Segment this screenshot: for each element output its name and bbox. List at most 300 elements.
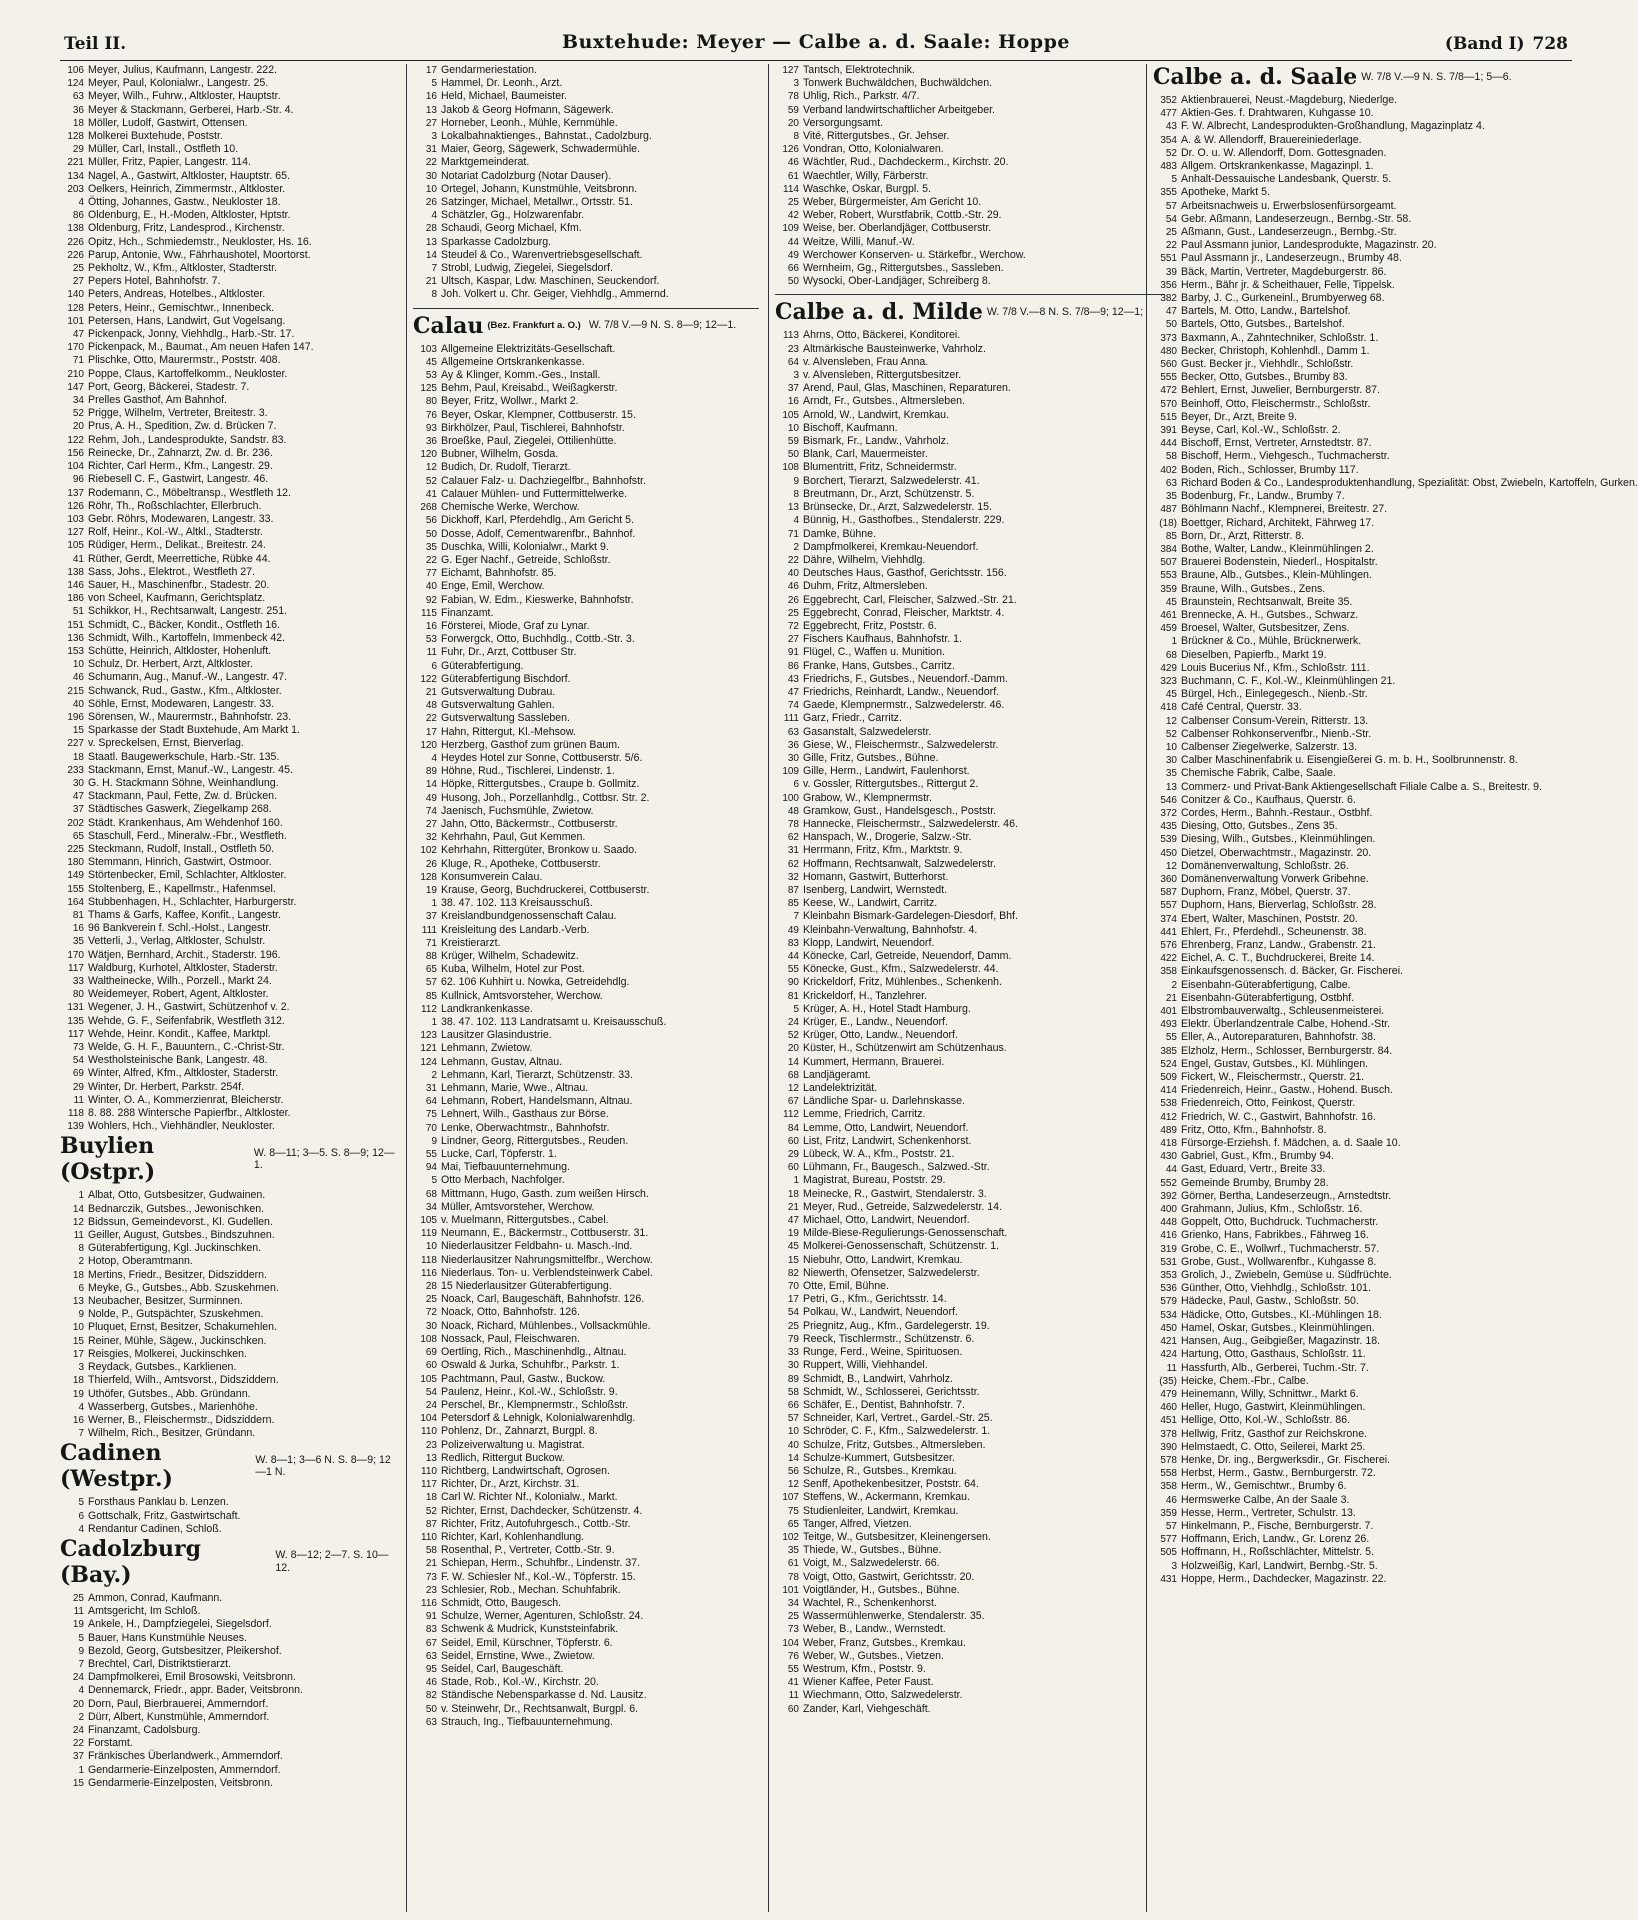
entry-phone-number: 104: [420, 1413, 437, 1425]
entry-phone-number: 18: [72, 117, 84, 129]
directory-entry: [775, 1584, 1165, 1597]
entry-phone-number: 41: [787, 1677, 799, 1689]
entry-phone-number: 95: [425, 1663, 437, 1675]
entry-text: Versorgungsamt.: [803, 116, 884, 129]
entry-phone-number: 416: [1160, 1230, 1177, 1242]
directory-entry: [775, 1267, 1165, 1280]
entry-phone-number: 111: [421, 924, 437, 936]
entry-text: Senff, Apothekenbesitzer, Poststr. 64.: [803, 1478, 979, 1491]
directory-entry: [775, 1280, 1165, 1293]
entry-phone-number: 44: [787, 951, 799, 962]
entry-text: Beyer, Oskar, Klempner, Cottbuserstr. 15.: [441, 408, 636, 421]
entry-text: Winter, O. A., Kommerzienrat, Bleicherstr.: [88, 1093, 284, 1106]
entry-text: Priegnitz, Aug., Kfm., Gardelegerstr. 19.: [803, 1319, 990, 1332]
entry-text: Lübeck, W. A., Kfm., Poststr. 21.: [803, 1148, 955, 1161]
entry-text: Schulze, Werner, Agenturen, Schloßstr. 24.: [441, 1610, 644, 1623]
entry-phone-number: 85: [1165, 530, 1177, 542]
entry-phone-number: 2: [78, 1256, 84, 1268]
entry-text: Lemme, Otto, Landwirt, Neuendorf.: [803, 1121, 969, 1134]
entry-text: Stade, Rob., Kol.-W., Kirchstr. 20.: [441, 1676, 599, 1689]
entry-text: Oldenburg, E., H.-Moden, Altkloster, Hptstr.: [88, 209, 291, 222]
entry-text: Landkrankenkasse.: [441, 1002, 533, 1015]
directory-entry: [413, 607, 759, 620]
entry-text: Kehrhahn, Paul, Gut Kemmen.: [441, 831, 586, 844]
entry-phone-number: 546: [1160, 794, 1177, 806]
directory-entry: [413, 1478, 759, 1491]
entries-calau-cont: [775, 64, 1165, 288]
entry-phone-number: 111: [783, 713, 799, 725]
entry-text: Teitge, W., Gutsbesitzer, Kleinengersen.: [803, 1530, 991, 1543]
entry-text: Lehmann, Robert, Handelsmann, Altnau.: [441, 1095, 633, 1108]
directory-entry: [775, 805, 1165, 818]
entry-phone-number: 551: [1160, 253, 1177, 265]
town-name: Calbe a. d. Saale: [1153, 64, 1358, 90]
entry-phone-number: 31: [425, 1083, 437, 1095]
entry-text: Grabow, W., Klempnermstr.: [803, 791, 932, 804]
entry-phone-number: 170: [67, 342, 84, 354]
directory-entry: [413, 528, 759, 541]
entry-text: Weitze, Willi, Manuf.-W.: [803, 235, 915, 248]
entry-text: Gebr. Röhrs, Modewaren, Langestr. 33.: [88, 512, 274, 525]
entry-phone-number: 24: [425, 1399, 437, 1411]
entry-phone-number: 14: [72, 1203, 84, 1215]
directory-entry: [1153, 1428, 1549, 1441]
entry-phone-number: 17: [425, 65, 437, 76]
entry-text: Nolde, P., Gutspächter, Szuskehmen.: [88, 1308, 264, 1321]
entry-phone-number: 424: [1160, 1349, 1177, 1361]
directory-entry: [775, 1531, 1165, 1544]
directory-entry: [775, 1439, 1165, 1452]
entry-text: Friedrich, W. C., Gastwirt, Bahnhofstr. 16.: [1181, 1110, 1376, 1123]
directory-entry: [1153, 1150, 1549, 1163]
entry-text: Becker, Christoph, Kohlenhdl., Damm 1.: [1181, 344, 1370, 357]
entry-phone-number: 45: [425, 356, 437, 368]
entry-phone-number: 25: [787, 1320, 799, 1332]
directory-entry: [775, 249, 1165, 262]
directory-entry: [775, 1135, 1165, 1148]
directory-entry: [1153, 1203, 1549, 1216]
entry-phone-number: 124: [420, 1056, 437, 1068]
entry-text: Wasserberg, Gutsbes., Marienhöhe.: [88, 1400, 258, 1413]
entry-phone-number: 62: [787, 832, 799, 844]
entry-phone-number: 105: [420, 1215, 437, 1227]
directory-entry: [60, 1427, 398, 1440]
entry-phone-number: 5: [793, 1003, 799, 1015]
entry-text: Herrmann, Fritz, Kfm., Marktstr. 9.: [803, 844, 963, 857]
entry-text: Amtsgericht, Im Schloß.: [88, 1605, 201, 1618]
directory-entry: [60, 1764, 398, 1777]
directory-entry: [775, 501, 1165, 514]
entry-text: Goppelt, Otto, Buchdruck. Tuchmacherstr.: [1181, 1216, 1379, 1229]
entry-phone-number: 210: [67, 368, 84, 380]
entry-phone-number: 156: [67, 447, 84, 459]
directory-entry: [775, 422, 1165, 435]
entry-phone-number: 71: [72, 355, 84, 367]
directory-entry: [60, 724, 398, 737]
entry-text: Brennecke, A. H., Gutsbes., Schwarz.: [1181, 608, 1359, 621]
entry-phone-number: 81: [787, 990, 799, 1002]
entry-text: Brückner & Co., Mühle, Brücknerwerk.: [1181, 635, 1362, 648]
entry-phone-number: 122: [420, 673, 437, 685]
entry-text: Eichel, A. C. T., Buchdruckerei, Breite 14.: [1181, 952, 1375, 965]
entry-phone-number: 66: [787, 1399, 799, 1411]
directory-entry: [1153, 398, 1549, 411]
entry-text: Peters, Heinr., Gemischtwr., Innenbeck.: [88, 301, 275, 314]
directory-entry: [60, 1671, 398, 1684]
directory-entry: [775, 963, 1165, 976]
entry-phone-number: 29: [72, 1081, 84, 1093]
entry-text: Baxmann, A., Zahntechniker, Schloßstr. 1.: [1181, 331, 1379, 344]
entry-text: Heinemann, Willy, Schnittwr., Markt 6.: [1181, 1387, 1359, 1400]
entry-phone-number: 101: [67, 315, 84, 327]
directory-entry: [1153, 860, 1549, 873]
entry-text: Hahn, Rittergut, Kl.-Mehsow.: [441, 725, 576, 738]
directory-entry: [413, 712, 759, 725]
entry-text: Gaede, Klempnermstr., Salzwedelerstr. 46.: [803, 699, 1005, 712]
entry-text: Pluquet, Ernst, Besitzer, Schakumehlen.: [88, 1321, 278, 1334]
directory-entry: [775, 910, 1165, 923]
entry-phone-number: 18: [787, 1188, 799, 1200]
entry-text: Grobe, Gust., Wollwarenfbr., Kuhgasse 8.: [1181, 1255, 1377, 1268]
entry-phone-number: 460: [1160, 1402, 1177, 1414]
entry-phone-number: 46: [72, 672, 84, 684]
entry-text: Anhalt-Dessauische Landesbank, Querstr. 5.: [1181, 173, 1392, 186]
entry-text: Waldburg, Kurhotel, Altkloster, Staderstr.: [88, 961, 278, 974]
entry-phone-number: 5: [431, 78, 437, 90]
directory-entry: [60, 473, 398, 486]
entry-text: Voigt, Otto, Gastwirt, Gerichtsstr. 20.: [803, 1570, 975, 1583]
entry-phone-number: 227: [67, 738, 84, 750]
entry-phone-number: 100: [782, 792, 799, 804]
entry-text: Notariat Cadolzburg (Notar Dauser).: [441, 169, 612, 182]
entry-text: Chemische Werke, Werchow.: [441, 501, 580, 514]
entry-phone-number: 15: [787, 1254, 799, 1266]
entry-text: Eggebrecht, Conrad, Fleischer, Marktstr. 4.: [803, 606, 1005, 619]
directory-entry: [413, 739, 759, 752]
entry-phone-number: 52: [425, 1505, 437, 1517]
entry-phone-number: 46: [1165, 1494, 1177, 1506]
directory-entry: [1153, 1375, 1549, 1388]
entry-phone-number: 45: [1165, 689, 1177, 701]
directory-entry: [1153, 1441, 1549, 1454]
entry-phone-number: 390: [1160, 1441, 1177, 1453]
directory-entry: [775, 620, 1165, 633]
entry-phone-number: 374: [1160, 913, 1177, 925]
directory-entry: [775, 699, 1165, 712]
entry-text: 96 Bankverein f. Schl.-Holst., Langestr.: [88, 922, 272, 935]
entry-phone-number: 3: [793, 78, 799, 90]
entry-text: Friedenreich, Otto, Feinkost, Querstr.: [1181, 1097, 1356, 1110]
directory-entry: [775, 792, 1165, 805]
directory-entry: [60, 1348, 398, 1361]
entry-phone-number: 135: [67, 1015, 84, 1027]
directory-entry: [413, 884, 759, 897]
directory-entry: [413, 1518, 759, 1531]
entry-phone-number: 45: [1165, 596, 1177, 608]
entry-phone-number: 127: [67, 527, 84, 539]
directory-entry: [1153, 1480, 1549, 1493]
entry-phone-number: 78: [787, 818, 799, 830]
entry-text: Niederlaus. Ton- u. Verblendsteinwerk Cabel.: [441, 1266, 653, 1279]
directory-entry: [413, 1571, 759, 1584]
entry-phone-number: 401: [1160, 1006, 1177, 1018]
directory-entry: [1153, 305, 1549, 318]
directory-entry: [413, 1148, 759, 1161]
header-part-label: Teil II.: [64, 34, 127, 54]
entry-text: Oldenburg, Fritz, Landesprod., Kirchenstr.: [88, 222, 285, 235]
entry-text: Bednarczik, Gutsbes., Jewonischken.: [88, 1202, 265, 1215]
entry-text: Weber, Franz, Gutsbes., Kremkau.: [803, 1636, 966, 1649]
entry-text: Gille, Fritz, Gutsbes., Bühne.: [803, 751, 939, 764]
directory-entry: [60, 222, 398, 235]
entry-phone-number: 24: [787, 1017, 799, 1029]
directory-entry: [775, 1623, 1165, 1636]
entry-text: Otto Merbach, Nachfolger.: [441, 1174, 565, 1187]
directory-entry: [1153, 1071, 1549, 1084]
entry-phone-number: 54: [425, 1386, 437, 1398]
entry-phone-number: 82: [425, 1690, 437, 1702]
entry-text: Grienko, Hans, Fabrikbes., Fährweg 16.: [1181, 1229, 1369, 1242]
entry-text: v. Alvensleben, Rittergutsbesitzer.: [803, 369, 962, 382]
entry-text: Schulze-Kummert, Gutsbesitzer.: [803, 1451, 955, 1464]
directory-entry: [1153, 345, 1549, 358]
town-name: Cadolzburg (Bay.): [60, 1535, 202, 1588]
entry-phone-number: 18: [72, 1269, 84, 1281]
entry-phone-number: 441: [1160, 926, 1177, 938]
directory-entry: [413, 236, 759, 249]
directory-entry: [60, 447, 398, 460]
entry-text: Petersdorf & Lehnigk, Kolonialwarenhdlg.: [441, 1412, 636, 1425]
entry-phone-number: 13: [1165, 781, 1177, 793]
entry-phone-number: 66: [787, 263, 799, 275]
directory-entry: [60, 236, 398, 249]
entry-phone-number: 121: [420, 1043, 437, 1055]
directory-entry: [60, 1094, 398, 1107]
directory-entry: [60, 64, 398, 77]
directory-entry: [60, 698, 398, 711]
entry-text: Allgem. Ortskrankenkasse, Magazinpl. 1.: [1181, 160, 1374, 173]
entry-text: Krüger, Otto, Landw., Neuendorf.: [803, 1029, 958, 1042]
directory-entry: [1153, 952, 1549, 965]
entry-phone-number: 8: [78, 1243, 84, 1255]
entry-text: Arend, Paul, Glas, Maschinen, Reparaturen.: [803, 382, 1011, 395]
entry-text: Beyse, Carl, Kol.-W., Schloßstr. 2.: [1181, 424, 1341, 437]
entry-text: Satzinger, Michael, Metallwr., Ortsstr. 51.: [441, 196, 633, 209]
directory-entry: [413, 222, 759, 235]
entry-text: Thiede, W., Gutsbes., Bühne.: [803, 1544, 942, 1557]
directory-entry: [775, 937, 1165, 950]
entry-phone-number: 11: [1166, 1362, 1177, 1374]
directory-entry: [60, 209, 398, 222]
directory-entry: [413, 1227, 759, 1240]
entry-text: Jahn, Otto, Bäckermstr., Cottbuserstr.: [441, 817, 618, 830]
directory-entry: [775, 1161, 1165, 1174]
directory-entry: [1153, 1322, 1549, 1335]
entry-text: Lausitzer Glasindustrie.: [441, 1029, 552, 1042]
entry-phone-number: 81: [72, 910, 84, 921]
directory-entry: [413, 262, 759, 275]
entry-phone-number: 123: [420, 1030, 437, 1042]
directory-entry: [413, 448, 759, 461]
entry-text: Kreislandbundgenossenschaft Calau.: [441, 910, 617, 923]
entry-phone-number: 21: [425, 1558, 437, 1570]
directory-entry: [1153, 992, 1549, 1005]
entry-phone-number: 68: [1165, 649, 1177, 661]
town-subtitle: (Bez. Frankfurt a. O.): [487, 319, 581, 331]
directory-entry: [1153, 596, 1549, 609]
directory-entry: [413, 249, 759, 262]
directory-entry: [60, 896, 398, 909]
directory-entry: [60, 711, 398, 724]
entry-text: Fabian, W. Edm., Kieswerke, Bahnhofstr.: [441, 593, 634, 606]
directory-entry: [775, 1452, 1165, 1465]
entry-text: Schmidt, W., Schlosserei, Gerichtsstr.: [803, 1385, 980, 1398]
entry-phone-number: 355: [1160, 187, 1177, 199]
entry-text: Richard Boden & Co., Landesproduktenhandlung, Spezialität: Obst, Zwiebeln, Kartoffeln, Gurken.: [1181, 476, 1638, 489]
entry-phone-number: 22: [425, 713, 437, 725]
entry-phone-number: 14: [787, 1452, 799, 1464]
directory-entry: [413, 356, 759, 369]
directory-entry: [413, 369, 759, 382]
entry-phone-number: 27: [787, 634, 799, 646]
entry-text: Böhlmann Nachf., Klempnerei, Breitestr. 27.: [1181, 503, 1388, 516]
entry-phone-number: 35: [1165, 768, 1177, 780]
entry-text: Flügel, C., Waffen u. Munition.: [803, 646, 945, 659]
entry-phone-number: 79: [787, 1333, 799, 1345]
entry-phone-number: 139: [67, 1121, 84, 1133]
entry-text: Uthöfer, Gutsbes., Abb. Gründann.: [88, 1387, 251, 1400]
directory-entry: [1153, 569, 1549, 582]
entry-text: Rüther, Gerdt, Meerrettiche, Rübke 44.: [88, 552, 271, 565]
entry-phone-number: 118: [421, 1254, 437, 1266]
entry-text: Duphorn, Hans, Bierverlag, Schloßstr. 28.: [1181, 899, 1377, 912]
entry-text: Bezold, Georg, Gutsbesitzer, Pleikershof.: [88, 1644, 282, 1657]
directory-entry: [60, 922, 398, 935]
directory-entry: [1153, 781, 1549, 794]
directory-entry: [775, 1029, 1165, 1042]
directory-entry: [413, 1042, 759, 1055]
directory-entry: [413, 950, 759, 963]
directory-entry: [60, 1510, 398, 1523]
entry-text: Waschke, Oskar, Burgpl. 5.: [803, 182, 931, 195]
entry-text: Krüger, A. H., Hotel Stadt Hamburg.: [803, 1002, 971, 1015]
entry-text: Runge, Ferd., Weine, Spirituosen.: [803, 1346, 963, 1359]
entry-text: Giese, W., Fleischermstr., Salzwedelerstr.: [803, 738, 999, 751]
directory-entry: [775, 858, 1165, 871]
directory-entry: [60, 487, 398, 500]
directory-entry: [60, 988, 398, 1001]
entry-text: Franke, Hans, Gutsbes., Carritz.: [803, 659, 955, 672]
entry-phone-number: 49: [787, 924, 799, 936]
directory-entry: [60, 685, 398, 698]
entry-text: Blumentritt, Fritz, Schneidermstr.: [803, 461, 957, 474]
entry-text: Gust. Becker jr., Viehhdlr., Schloßstr.: [1181, 358, 1354, 371]
directory-entry: [60, 817, 398, 830]
directory-entry: [413, 1254, 759, 1267]
entry-phone-number: 385: [1160, 1045, 1177, 1057]
entry-text: Husong, Joh., Porzellanhdlg., Cottbsr. Str. 2.: [441, 791, 650, 804]
directory-columns: [60, 64, 1638, 1912]
entry-text: Rehm, Joh., Landesprodukte, Sandstr. 83.: [88, 433, 287, 446]
entry-phone-number: 109: [782, 766, 799, 778]
entry-text: Finanzamt.: [441, 606, 494, 619]
entry-phone-number: 505: [1160, 1547, 1177, 1559]
directory-entry: [413, 1505, 759, 1518]
directory-entry: [413, 395, 759, 408]
entry-text: Röhr, Th., Roßschlachter, Ellerbruch.: [88, 499, 262, 512]
directory-entry: [60, 1321, 398, 1334]
entry-phone-number: 151: [67, 619, 84, 631]
directory-entry: [1153, 1229, 1549, 1242]
entry-phone-number: 24: [72, 1672, 84, 1684]
entry-text: Kluge, R., Apotheke, Cottbuserstr.: [441, 857, 601, 870]
directory-entry: [60, 869, 398, 882]
directory-entry: [413, 646, 759, 659]
entry-text: Fritz, Otto, Kfm., Bahnhofstr. 8.: [1181, 1123, 1327, 1136]
entry-phone-number: 47: [787, 686, 799, 698]
entry-text: Paul Assmann jr., Landeserzeugn., Brumby 48.: [1181, 252, 1402, 265]
entry-phone-number: 11: [73, 1230, 84, 1242]
entry-text: Pickenpack, Jonny, Viehhdlg., Harb.-Str. 17.: [88, 328, 295, 341]
town-hours: W. 8—1; 3—6 N. S. 8—9; 12—1 N.: [255, 1453, 391, 1479]
directory-entry: [413, 686, 759, 699]
entry-phone-number: 112: [421, 1003, 437, 1015]
entry-text: Kummert, Hermann, Brauerei.: [803, 1055, 945, 1068]
entry-text: Seidel, Carl, Baugeschäft.: [441, 1662, 564, 1675]
entry-text: Ebert, Walter, Maschinen, Poststr. 20.: [1181, 912, 1358, 925]
directory-entry: [775, 514, 1165, 527]
directory-entry: [60, 777, 398, 790]
entry-phone-number: 418: [1160, 702, 1177, 714]
entry-phone-number: 68: [787, 1069, 799, 1081]
directory-entry: [60, 1015, 398, 1028]
entry-phone-number: 107: [782, 1492, 799, 1504]
entry-text: Nossack, Paul, Fleischwaren.: [441, 1332, 580, 1345]
entry-text: Schulz, Dr. Herbert, Arzt, Altkloster.: [88, 658, 253, 671]
directory-entry: [413, 1373, 759, 1386]
entry-text: Bubner, Wilhelm, Gosda.: [441, 448, 559, 461]
directory-entry: [413, 1544, 759, 1557]
entry-phone-number: 534: [1160, 1309, 1177, 1321]
directory-entry: [60, 420, 398, 433]
directory-entry: [1153, 1163, 1549, 1176]
entry-text: Stackmann, Paul, Fette, Zw. d. Brücken.: [88, 790, 278, 803]
entry-phone-number: 15: [72, 725, 84, 737]
entry-phone-number: 354: [1160, 134, 1177, 146]
entry-text: Görner, Bertha, Landeserzeugn., Arnstedtstr.: [1181, 1189, 1392, 1202]
entry-phone-number: 84: [787, 1122, 799, 1134]
directory-entry: [60, 645, 398, 658]
directory-entry: [60, 1335, 398, 1348]
entry-phone-number: 90: [787, 977, 799, 989]
directory-entry: [775, 1069, 1165, 1082]
directory-entry: [1153, 622, 1549, 635]
entry-phone-number: 35: [1165, 491, 1177, 503]
entry-phone-number: 27: [425, 117, 437, 129]
directory-entry: [413, 752, 759, 765]
directory-entry: [1153, 965, 1549, 978]
entry-text: Bidssun, Gemeindevorst., Kl. Gudellen.: [88, 1215, 273, 1228]
entry-text: Cordes, Herm., Bahnh.-Restaur., Ostbhf.: [1181, 806, 1373, 819]
entry-text: Kehrhahn, Rittergüter, Bronkow u. Saado.: [441, 844, 638, 857]
directory-entry: [1153, 1124, 1549, 1137]
entry-text: Schütte, Heinrich, Altkloster, Hohenluft.: [88, 644, 272, 657]
entry-phone-number: 25: [787, 1611, 799, 1623]
entry-phone-number: 127: [782, 65, 799, 76]
entry-phone-number: 20: [72, 421, 84, 433]
entry-phone-number: 65: [425, 964, 437, 976]
entry-phone-number: 8: [793, 488, 799, 500]
